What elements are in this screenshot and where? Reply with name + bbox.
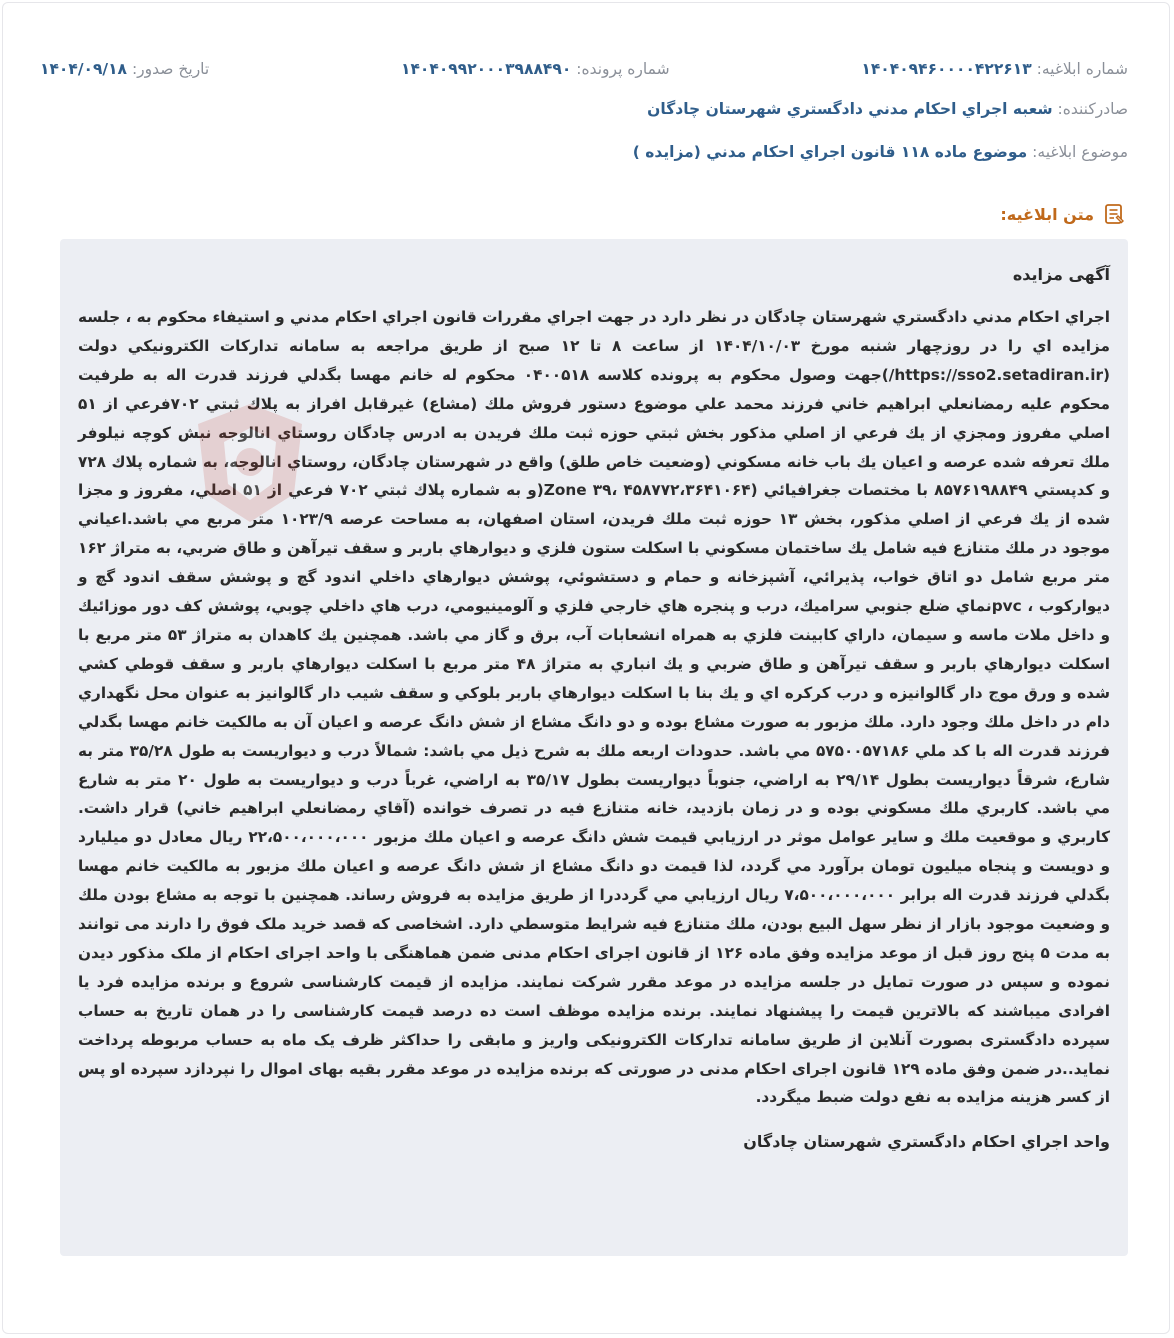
issuer-value: شعبه اجراي احكام مدني دادگستري شهرستان چادگان <box>647 100 1053 118</box>
issue-date-value: ۱۴۰۴/۰۹/۱۸ <box>40 60 128 78</box>
subject-value: موضوع ماده ۱۱۸ قانون اجراي احكام مدني (مزايده ) <box>632 143 1028 161</box>
notice-heading: آگهی مزایده <box>1012 265 1110 284</box>
case-number-label: شماره پرونده: <box>576 60 670 78</box>
document-icon <box>1102 202 1126 226</box>
case-number-value: ۱۴۰۴۰۹۹۲۰۰۰۳۹۸۸۴۹۰ <box>401 60 572 78</box>
metadata-row <box>40 58 1128 80</box>
notice-section-title <box>1000 202 1126 226</box>
issuer-label: صادرکننده: <box>1057 100 1128 118</box>
issue-date-label: تاریخ صدور: <box>131 60 210 78</box>
subject-line <box>633 143 1128 165</box>
notice-box <box>60 239 1128 1256</box>
notice-footer: واحد اجراي احكام دادگستري شهرستان چادگان <box>743 1132 1110 1152</box>
notice-body: اجراي احكام مدني دادگستري شهرستان چادگان در نظر دارد در جهت اجراي مقررات قانون اجراي احكام مدني و استيفاء محكوم به ، جلسه مزايده اي را در روزچهار شنبه مورخ ۱۴۰۴/۱۰/۰۳ از ساعت ۸ تا ۱۲ صبح از طريق مراجعه به سامانه تداركات الكترونيكي دولت (https://sso2.setadiran.ir/)جهت وصول محكوم به پرونده كلاسه ۰۴۰۰۵۱۸ محكوم له خانم مهسا بگدلي فرزند قدرت اله به طرفيت محكوم عليه رمضانعلي ابراهيم خاني فرزند محمد علي موضوع دستور فروش ملك (مشاع) غيرقابل افراز به پلاك ثبتي ۷۰۲فرعي از ۵۱ اصلي مفروز ومجزي از يك فرعي از اصلي مذكور بخش ثبتي حوزه ثبت ملك فريدن به ادرس چادگان روستاي انالوجه نبش كوچه نيلوفر ملك تعرفه شده عرصه و اعيان يك باب خانه مسكوني (وضعيت خاص طلق) واقع در شهرستان چادگان، روستاي انالوجه، به شماره پلاك ۷۲۸ و كدپستي ۸۵۷۶۱۹۸۸۴۹ با مختصات جغرافيائي (۴۵۸۷۷۲،۳۶۴۱۰۶۴ ،۳۹ Zone(و به شماره پلاك ثبتي ۷۰۲ فرعي از ۵۱ اصلي، مفروز و مجزا شده از يك فرعي از اصلي مذكور، بخش ۱۳ حوزه ثبت ملك فريدن، استان اصفهان، به مساحت عرصه ۱۰۲۳/۹ متر مربع مي باشد.اعياني موجود در ملك متنازع فيه شامل يك ساختمان مسكوني با اسكلت ستون فلزي و ديوارهاي باربر و سقف تيرآهن و طاق ضربي، به متراژ ۱۶۲ متر مربع شامل دو اتاق خواب، پذيرائي، آشپزخانه و حمام و دستشوئي، پوشش ديوارهاي داخلي اندود گچ و پوشش سقف اندود گچ و ديواركوب ، pvcنماي ضلع جنوبي سراميك، درب و پنجره هاي خارجي فلزي و آلومينيومي، درب هاي داخلي چوبي، پوشش كف دور موزائيك و داخل ملات ماسه و سيمان، داراي كابينت فلزي به همراه انشعابات آب، برق و گاز مي باشد. همچنين يك كاهدان به متراژ ۵۳ متر مربع با اسكلت ديوارهاي باربر و سقف تيرآهن و طاق ضربي و يك انباري به متراژ ۴۸ متر مربع با اسكلت ديوارهاي باربر و سقف قوطي كشي شده و ورق موج دار گالوانيزه و درب كركره اي و يك بنا با اسكلت ديوارهاي باربر بلوكي و سقف شيب دار گالوانيز به عنوان محل نگهداري دام در داخل ملك وجود دارد. ملك مزبور به صورت مشاع بوده و دو دانگ مشاع از شش دانگ عرصه و اعيان آن به مالكيت خانم مهسا بگدلي فرزند قدرت اله با كد ملي ۵۷۵۰۰۵۷۱۸۶ مي باشد. حدودات اربعه ملك به شرح ذيل مي باشد: شمالاً درب و ديواريست به طول ۳۵/۲۸ متر به شارع، شرقاً ديواريست بطول ۲۹/۱۴ به اراضي، جنوباً ديواريست بطول ۳۵/۱۷ به اراضي، غرباً درب و ديواريست به طول ۲۰ متر به شارع مي باشد. كاربري ملك مسكوني بوده و در زمان بازديد، خانه متنازع فيه در تصرف خوانده (آقاي رمضانعلي ابراهيم خاني) قرار داشت. كاربري و موقعيت ملك و ساير عوامل موثر در ارزيابي قيمت شش دانگ عرصه و اعيان ملك مزبور ۲۲،۵۰۰،۰۰۰،۰۰۰ ريال معادل دو ميليارد و دويست و پنجاه ميليون تومان برآورد مي گردد، لذا قيمت دو دانگ مشاع از شش دانگ عرصه و اعيان ملك مزبور به مالكيت خانم مهسا بگدلي فرزند قدرت اله برابر ۷،۵۰۰،۰۰۰،۰۰۰ ريال ارزيابي مي گرددرا از طريق مزايده به فروش رساند. همچنين با توجه به مشاع بودن ملك و وضعيت موجود بازار از نظر سهل البيع بودن، ملك متنازع فيه شرايط متوسطي دارد. اشخاصی که قصد خريد ملک فوق را دارند می توانند به مدت ۵ پنج روز قبل از موعد مزايده وفق ماده ۱۲۶ از قانون اجرای احکام مدنی ضمن هماهنگی با واحد اجرای احکام از ملک مذکور ديدن نموده و سپس در صورت تمايل در جلسه مزايده در موعد مقرر شرکت نمايند. مزايده از قيمت کارشناسی شروع و برنده مزايده فرد يا افرادی ميباشند که بالاترين قيمت را پيشنهاد نمايند. برنده مزايده موظف است ده درصد قيمت کارشناسی را در همان تاريخ به حساب سپرده دادگستری بصورت آنلاين از طريق سامانه تدارکات الکترونيکی واريز و مابقی را حداکثر ظرف يک ماه به حساب مربوطه پرداخت نمايد..در ضمن وفق ماده ۱۲۹ قانون اجرای احکام مدنی در صورتی که برنده مزايده در موعد مقرر بقيه بهای اموال را نپردازد سپرده او پس از کسر هزينه مزايده به نفع دولت ضبط ميگردد. <box>78 308 1111 1107</box>
notification-number <box>861 60 1128 78</box>
case-number <box>401 60 670 78</box>
subject-label: موضوع ابلاغیه: <box>1032 143 1128 161</box>
notification-number-value: ۱۴۰۴۰۹۴۶۰۰۰۰۴۲۲۶۱۳ <box>861 60 1032 78</box>
issuer-line <box>647 100 1128 122</box>
issue-date <box>40 60 209 78</box>
notification-number-label: شماره ابلاغیه: <box>1036 60 1128 78</box>
section-title-text: متن ابلاغیه: <box>1000 204 1094 224</box>
